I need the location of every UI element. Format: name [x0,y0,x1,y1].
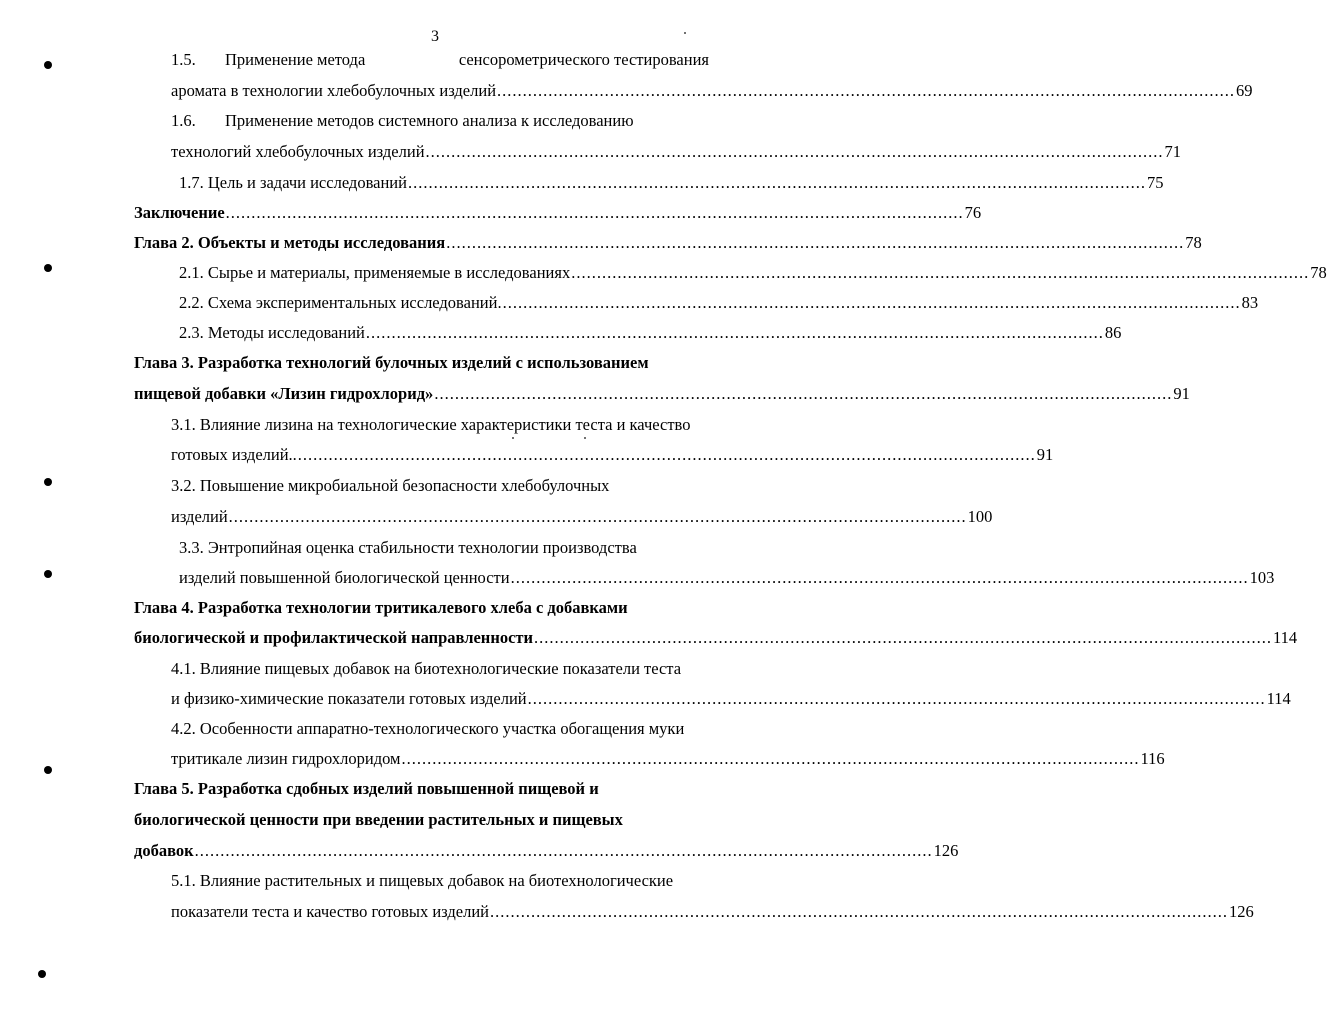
toc-entry-chapter-5-line-2 [134,805,623,835]
toc-page: 100 [967,507,993,526]
toc-entry-chapter-4 [134,593,628,623]
toc-entry-3-3 [179,533,637,563]
toc-page: 83 [1241,293,1259,312]
margin-dot [38,970,46,978]
scan-speck [684,32,686,34]
toc-number: 1.6. [171,111,196,130]
toc-title-line-2: биологической ценности при введении растительных и пищевых [134,810,623,829]
toc-title: 3.2. Повышение микробиальной безопасности хлебобулочных [171,476,610,495]
toc-entry-3-1-cont: готовых изделий.. ................................................................................................................................................ 91 [171,440,740,470]
toc-entry-chapter-2: Глава 2. Объекты и методы исследования ................................................................................................................................................ 78 [134,228,740,258]
toc-title-part-b: сенсорометрического тестирования [458,50,709,69]
toc-entry-2-1: 2.1. Сырье и материалы, применяемые в исследованиях ................................................................................................................................................ 78 [179,258,740,288]
toc-title: 3.1. Влияние лизина на технологические характеристики теста и качество [171,415,691,434]
toc-page: 86 [1104,323,1122,342]
toc-entry-3-2 [171,471,609,501]
toc-entry-2-3: 2.3. Методы исследований ................................................................................................................................................ 86 [179,318,740,348]
toc-page: 75 [1146,173,1164,192]
margin-dot [44,264,52,272]
toc-title: 5.1. Влияние растительных и пищевых добавок на биотехнологические [171,871,674,890]
margin-dot [44,478,52,486]
toc-page: 78 [1310,263,1327,282]
toc-title-cont: аромата в технологии хлебобулочных изделий [171,81,497,100]
toc-title-cont: показатели теста и качество готовых изделий [171,902,489,921]
toc-title-cont: пищевой добавки «Лизин гидрохлорид» [134,384,434,403]
toc-entry-2-2: 2.2. Схема экспериментальных исследований. ................................................................................................................................................ 83 [179,288,740,318]
toc-entry-3-3-cont: изделий повышенной биологической ценности ................................................................................................................................................ 103 [179,563,740,593]
toc-page: 71 [1164,142,1182,161]
toc-title: Глава 3. Разработка технологий булочных изделий с использованием [134,353,649,372]
toc-entry-1-6 [171,106,634,136]
toc-page: 126 [1229,902,1254,921]
toc-page: 114 [1273,628,1298,647]
toc-page: 116 [1140,749,1165,768]
toc-entry-1-6-cont: технологий хлебобулочных изделий ................................................................................................................................................ 71 [171,137,740,167]
toc-title: Применение методов системного анализа к исследованию [225,111,634,130]
toc-entry-chapter-3 [134,348,649,378]
toc-page: 78 [1185,233,1202,252]
toc-page: 91 [1173,384,1190,403]
toc-entry-1-7: 1.7. Цель и задачи исследований ................................................................................................................................................ 75 [179,168,740,198]
toc-entry-chapter-4-cont: биологической и профилактической направленности ................................................................................................................................................ 114 [134,623,740,653]
toc-title-cont: изделий [171,507,228,526]
toc-page: 103 [1249,568,1275,587]
toc-entry-chapter-3-cont: пищевой добавки «Лизин гидрохлорид» ................................................................................................................................................ 91 [134,379,740,409]
toc-title: 2.1. Сырье и материалы, применяемые в исследованиях [179,263,571,282]
toc-title-cont: изделий повышенной биологической ценности [179,568,510,587]
toc-entry-5-1-cont: показатели теста и качество готовых изделий ................................................................................................................................................ 126 [171,897,740,927]
toc-title: Глава 4. Разработка технологии тритикалевого хлеба с добавками [134,598,628,617]
margin-dot [44,766,52,774]
toc-entry-chapter-5-cont: добавок ................................................................................................................................................ 126 [134,836,740,866]
toc-page: 76 [964,203,982,222]
toc-entry-1-5 [171,45,709,75]
toc-page: 91 [1036,445,1054,464]
toc-entry-1-5-cont: аромата в технологии хлебобулочных изделий ................................................................................................................................................ 69 [171,76,740,106]
toc-title: 4.2. Особенности аппаратно-технологического участка обогащения муки [171,719,685,738]
toc-entry-5-1 [171,866,673,896]
margin-dot [44,570,52,578]
toc-entry-chapter-5 [134,774,599,804]
toc-title-cont: добавок [134,841,194,860]
toc-title: Глава 2. Объекты и методы исследования [134,233,446,252]
toc-title: Глава 5. Разработка сдобных изделий повышенной пищевой и [134,779,599,798]
page-number: 3 [431,28,439,45]
toc-title-cont: технологий хлебобулочных изделий [171,142,425,161]
toc-entry-4-1-cont: и физико-химические показатели готовых изделий ................................................................................................................................................ 114 [171,684,740,714]
toc-page: 126 [933,841,959,860]
toc-title-cont: и физико-химические показатели готовых изделий [171,689,527,708]
toc-page: 114 [1266,689,1291,708]
toc-entry-3-1 [171,410,690,440]
toc-title-cont: тритикале лизин гидрохлоридом [171,749,401,768]
toc-number: 1.5. [171,50,196,69]
toc-entry-4-2 [171,714,684,744]
toc-title-part-a: Применение метода [225,50,366,69]
toc-entry-4-2-cont: тритикале лизин гидрохлоридом ................................................................................................................................................ 116 [171,744,740,774]
toc-title: Заключение [134,203,225,222]
toc-title: 2.2. Схема экспериментальных исследований. [179,293,502,312]
toc-title-cont: биологической и профилактической направленности [134,628,534,647]
toc-title: 3.3. Энтропийная оценка стабильности технологии производства [179,538,637,557]
toc-entry-3-2-cont: изделий ................................................................................................................................................ 100 [171,502,740,532]
margin-dot [44,61,52,69]
toc-title: 4.1. Влияние пищевых добавок на биотехнологические показатели теста [171,659,682,678]
toc-title-cont: готовых изделий.. [171,445,297,464]
toc-page: 69 [1236,81,1253,100]
toc-title: 2.3. Методы исследований [179,323,365,342]
toc-title: 1.7. Цель и задачи исследований [179,173,407,192]
toc-entry-4-1 [171,654,681,684]
toc-entry-conclusion: Заключение ................................................................................................................................................ 76 [134,198,740,228]
